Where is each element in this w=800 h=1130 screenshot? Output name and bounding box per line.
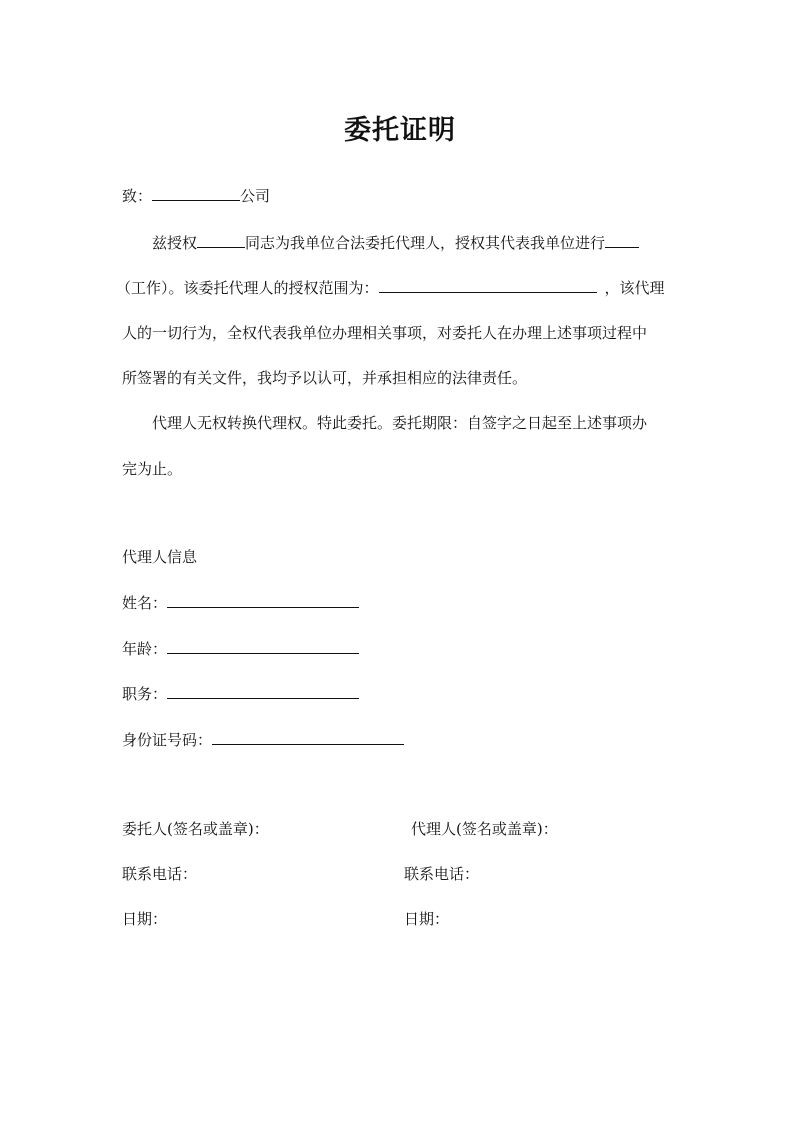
agent-id-field[interactable] (212, 730, 404, 745)
agent-name-label: 姓名： (122, 594, 168, 612)
agent-phone-label: 联系电话： (404, 865, 480, 883)
paragraph-2-line-1: 代理人无权转换代理权。特此委托。委托期限：自签字之日起至上述事项办 (152, 414, 648, 432)
p1-text-b: 同志为我单位合法委托代理人，授权其代表我单位进行 (245, 234, 606, 252)
agent-name-row (122, 592, 359, 614)
agent-signature-label: 代理人(签名或盖章)： (411, 820, 558, 838)
paragraph-1-line-1 (152, 232, 639, 254)
p1-text-c: （工作）。该委托代理人的授权范围为： (116, 279, 379, 297)
paragraph-1-line-2 (116, 277, 665, 299)
paragraph-1-line-4: 所签署的有关文件，我均予以认可，并承担相应的法律责任。 (122, 369, 528, 387)
p1-text-d: ，该代理 (604, 279, 665, 297)
principal-signature-label: 委托人(签名或盖章)： (122, 820, 269, 838)
agent-age-field[interactable] (167, 639, 359, 654)
agent-name-field[interactable] (167, 593, 359, 608)
paragraph-2-line-2: 完为止。 (122, 460, 183, 478)
agent-age-row (122, 638, 359, 660)
agent-id-label: 身份证号码： (122, 731, 213, 749)
agent-age-label: 年龄： (122, 640, 168, 658)
agent-position-field[interactable] (167, 684, 359, 699)
addressee-prefix: 致： (122, 187, 153, 205)
paragraph-1-line-3: 人的一切行为，全权代表我单位办理相关事项，对委托人在办理上述事项过程中 (122, 324, 648, 342)
company-blank[interactable] (152, 186, 240, 201)
agent-position-row (122, 683, 359, 705)
scope-blank[interactable] (379, 278, 597, 293)
agent-name-blank[interactable] (197, 233, 245, 248)
agent-position-label: 职务： (122, 685, 168, 703)
document-title: 委托证明 (344, 115, 456, 146)
principal-phone-label: 联系电话： (122, 865, 198, 883)
agent-id-row (122, 729, 404, 751)
agent-date-label: 日期： (404, 910, 450, 928)
work-blank[interactable] (605, 233, 639, 248)
agent-info-heading: 代理人信息 (122, 548, 198, 566)
principal-date-label: 日期： (122, 910, 168, 928)
addressee-line (122, 185, 270, 207)
p1-text-a: 兹授权 (152, 234, 198, 252)
addressee-suffix: 公司 (240, 187, 271, 205)
